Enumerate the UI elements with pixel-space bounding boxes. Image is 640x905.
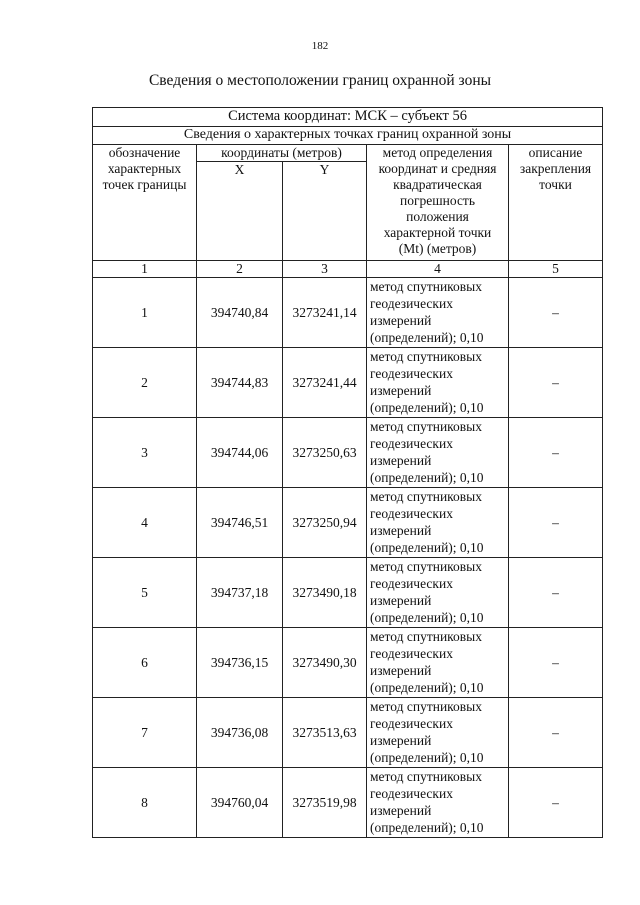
- method-cell: метод спутниковых геодезических измерений (определений); 0,10: [367, 698, 509, 768]
- column-number: 3: [283, 261, 367, 278]
- point-cell: 4: [93, 488, 197, 558]
- y-coordinate-cell: 3273513,63: [283, 698, 367, 768]
- y-coordinate-cell: 3273519,98: [283, 768, 367, 838]
- x-coordinate-cell: 394760,04: [197, 768, 283, 838]
- description-cell: –: [509, 698, 603, 768]
- table-row: [93, 488, 603, 558]
- method-cell: метод спутниковых геодезических измерений (определений); 0,10: [367, 768, 509, 838]
- column-number: 4: [367, 261, 509, 278]
- description-cell: –: [509, 628, 603, 698]
- table-row: [93, 768, 603, 838]
- x-coordinate-cell: 394746,51: [197, 488, 283, 558]
- point-cell: 1: [93, 278, 197, 348]
- table-row: [93, 628, 603, 698]
- x-coordinate-cell: 394740,84: [197, 278, 283, 348]
- x-coordinate-cell: 394737,18: [197, 558, 283, 628]
- method-cell: метод спутниковых геодезических измерений (определений); 0,10: [367, 418, 509, 488]
- table-row: [93, 558, 603, 628]
- coordinate-system-label: Система координат: МСК – субъект 56: [93, 108, 603, 127]
- y-coordinate-cell: 3273490,30: [283, 628, 367, 698]
- coordinates-table: [92, 107, 603, 838]
- y-coordinate-cell: 3273241,44: [283, 348, 367, 418]
- table-body: [93, 278, 603, 838]
- description-cell: –: [509, 418, 603, 488]
- method-cell: метод спутниковых геодезических измерений (определений); 0,10: [367, 278, 509, 348]
- header-method: метод определения координат и средняя квадратическая погрешность положения характерной точки (Mt) (метров): [367, 145, 509, 261]
- point-cell: 3: [93, 418, 197, 488]
- point-cell: 6: [93, 628, 197, 698]
- y-coordinate-cell: 3273250,94: [283, 488, 367, 558]
- point-cell: 5: [93, 558, 197, 628]
- y-coordinate-cell: 3273490,18: [283, 558, 367, 628]
- x-coordinate-cell: 394744,06: [197, 418, 283, 488]
- section-label: Сведения о характерных точках границ охранной зоны: [93, 127, 603, 145]
- description-cell: –: [509, 278, 603, 348]
- point-cell: 2: [93, 348, 197, 418]
- coordinate-system-row: [93, 108, 603, 127]
- column-number: 2: [197, 261, 283, 278]
- table-row: [93, 278, 603, 348]
- column-number-row: [93, 261, 603, 278]
- header-y: Y: [283, 162, 367, 261]
- description-cell: –: [509, 348, 603, 418]
- point-cell: 8: [93, 768, 197, 838]
- method-cell: метод спутниковых геодезических измерений (определений); 0,10: [367, 348, 509, 418]
- y-coordinate-cell: 3273241,14: [283, 278, 367, 348]
- method-cell: метод спутниковых геодезических измерений (определений); 0,10: [367, 628, 509, 698]
- description-cell: –: [509, 768, 603, 838]
- method-cell: метод спутниковых геодезических измерений (определений); 0,10: [367, 488, 509, 558]
- section-row: [93, 127, 603, 145]
- point-cell: 7: [93, 698, 197, 768]
- x-coordinate-cell: 394736,08: [197, 698, 283, 768]
- x-coordinate-cell: 394736,15: [197, 628, 283, 698]
- table-row: [93, 698, 603, 768]
- method-cell: метод спутниковых геодезических измерений (определений); 0,10: [367, 558, 509, 628]
- header-x: X: [197, 162, 283, 261]
- header-row: [93, 145, 603, 162]
- header-point: обозначение характерных точек границы: [93, 145, 197, 261]
- table-row: [93, 348, 603, 418]
- y-coordinate-cell: 3273250,63: [283, 418, 367, 488]
- table-row: [93, 418, 603, 488]
- page-number: 182: [311, 40, 329, 52]
- x-coordinate-cell: 394744,83: [197, 348, 283, 418]
- header-description: описание закрепления точки: [509, 145, 603, 261]
- description-cell: –: [509, 558, 603, 628]
- description-cell: –: [509, 488, 603, 558]
- document-title: Сведения о местоположении границ охранной зоны: [148, 72, 492, 89]
- column-number: 5: [509, 261, 603, 278]
- column-number: 1: [93, 261, 197, 278]
- header-coordinates: координаты (метров): [197, 145, 367, 162]
